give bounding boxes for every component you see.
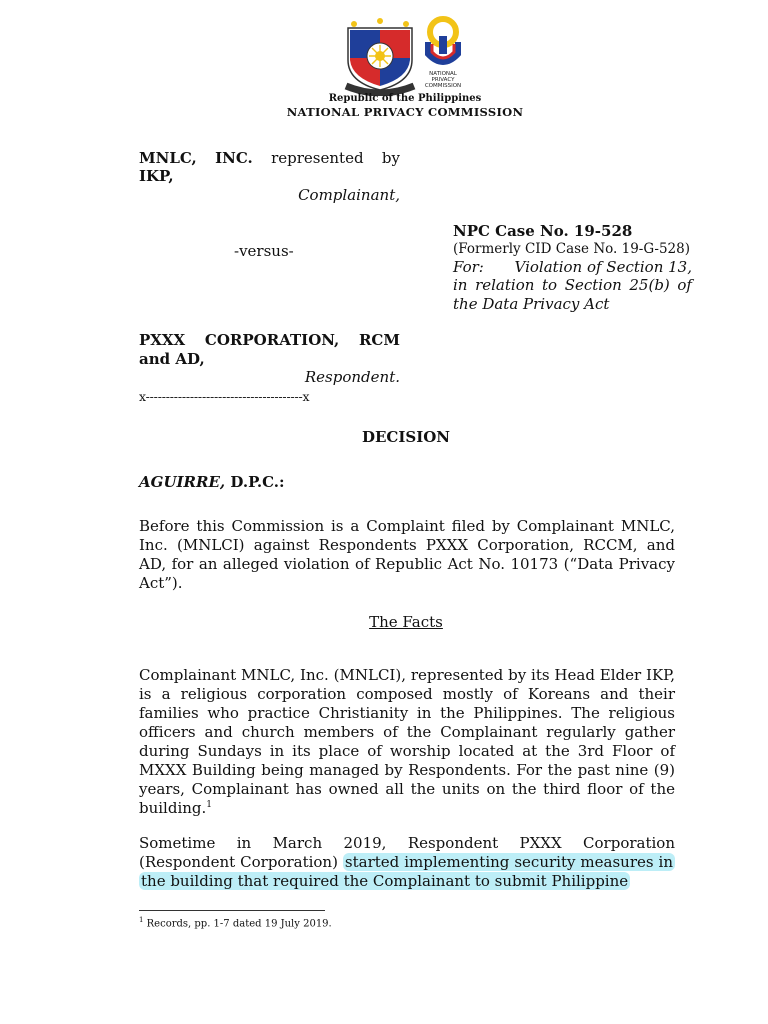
complainant-name-line2: IKP, <box>139 167 174 185</box>
facts-paragraph-2-text: Sometime in March 2019, Respondent PXXX Corporation (Respondent Corporation) <box>139 834 675 871</box>
case-number: NPC Case No. 19-528 <box>453 222 633 240</box>
case-nature-text-1: Violation of Section 13, <box>514 258 692 276</box>
decision-author <box>139 473 285 492</box>
respondent-name-word-3: RCM <box>358 331 400 349</box>
complainant-name-word-1: MNLC, <box>139 149 197 167</box>
author-title: D.P.C.: <box>230 473 285 491</box>
facts-paragraph-1 <box>139 666 675 818</box>
facts-paragraph-1-text: Complainant MNLC, Inc. (MNLCI), represented by its Head Elder IKP, is a religious corporation composed mostly of Koreans and their families who practice Christianity in the Philippines. The religious officers and church members of the Complainant regularly gather during Sundays in its place of worship located at the 3rd Floor of MXXX Building being managed by Respondents. For the past nine (9) years, Complainant has owned all the units on the third floor of the building. <box>139 666 675 817</box>
footnote-marker: 1 <box>139 916 144 924</box>
respondent-name-line1 <box>139 331 400 350</box>
complainant-name-line1 <box>139 149 400 168</box>
npc-logo-text-1: NATIONAL <box>429 71 457 77</box>
complainant-name-word-3: represented <box>271 149 364 167</box>
npc-logo-text-2: PRIVACY <box>431 77 455 83</box>
author-name: AGUIRRE, <box>139 473 226 491</box>
respondent-role: Respondent. <box>304 368 400 386</box>
for-label: For: <box>453 258 484 276</box>
facts-heading-text: The Facts <box>369 613 443 631</box>
npc-keyhole-icon <box>418 14 468 70</box>
case-nature-line1 <box>453 258 692 277</box>
footnote-text: Records, pp. 1-7 dated 19 July 2019. <box>143 918 332 930</box>
caption-divider: x---------------------------------------x <box>139 389 310 404</box>
footnote-1 <box>139 916 332 929</box>
complainant-name-word-2: INC. <box>215 149 253 167</box>
complainant-role: Complainant, <box>298 186 400 204</box>
case-nature-line3: the Data Privacy Act <box>453 295 610 313</box>
logo-bar <box>0 12 768 94</box>
intro-paragraph: Before this Commission is a Complaint filed by Complainant MNLC, Inc. (MNLCI) against Respondents PXXX Corporation, RCCM, and AD, for an alleged violation of Republic Act No. 10173 (“Data Privacy Act”). <box>139 517 675 592</box>
commission-heading: NATIONAL PRIVACY COMMISSION <box>286 105 524 119</box>
philippine-seal-icon <box>340 16 420 96</box>
npc-logo-text-3: COMMISSION <box>424 83 462 89</box>
respondent-name-line2: and AD, <box>139 350 205 368</box>
npc-logo <box>418 14 468 98</box>
complainant-name-word-4: by <box>381 149 400 167</box>
facts-heading <box>0 613 768 632</box>
footnote-divider <box>139 910 325 911</box>
footnote-ref-1[interactable]: 1 <box>206 800 213 810</box>
republic-heading: Republic of the Philippines <box>328 93 482 104</box>
versus-label: -versus- <box>234 242 294 260</box>
case-nature-line2: in relation to Section 25(b) of <box>453 276 692 294</box>
respondent-name-word-1: PXXX <box>139 331 186 349</box>
respondent-name-word-2: CORPORATION, <box>204 331 340 349</box>
highlighted-text: started implementing security measures in the building that required the Complainant to submit Philippine <box>141 853 673 890</box>
formerly-case-number: (Formerly CID Case No. 19-G-528) <box>453 241 690 257</box>
facts-paragraph-2 <box>139 834 675 891</box>
decision-title: DECISION <box>361 428 451 446</box>
